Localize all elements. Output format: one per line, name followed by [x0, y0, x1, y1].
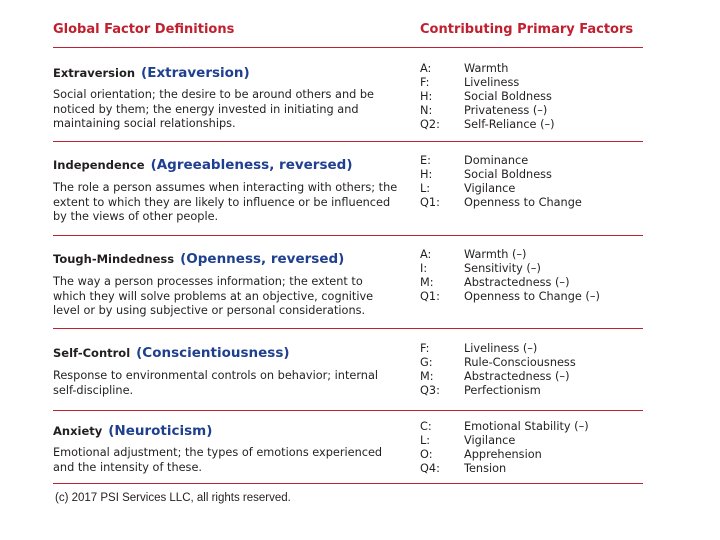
factor-label: Tension [464, 462, 507, 475]
factor-code: G: [420, 356, 433, 369]
factor-label: Emotional Stability (–) [464, 420, 589, 433]
factor-code: F: [420, 342, 430, 355]
factor-label: Social Boldness [464, 90, 552, 103]
factor-description: The way a person processes information; the extent to which they will solve problems at an objective, cognitive level or by using subjective or personal considerations. [53, 275, 374, 317]
factor-code: C: [420, 420, 432, 433]
factor-code: Q4: [420, 462, 440, 475]
factor-title [53, 420, 212, 439]
factor-name: Self-Control [53, 346, 131, 360]
factor-code: L: [420, 434, 431, 447]
factor-label: Privateness (–) [464, 104, 548, 117]
factor-code: O: [420, 448, 433, 461]
factor-label: Perfectionism [464, 384, 541, 397]
factor-code: I: [420, 262, 428, 275]
factor-label: Self-Reliance (–) [464, 118, 555, 131]
header-divider [53, 47, 643, 48]
factor-name: Independence [53, 158, 145, 172]
factor-description: Social orientation; the desire to be around others and be noticed by them; the energy invested in initiating and maintaining social relationships. [53, 88, 374, 130]
factor-alias: (Extraversion) [141, 65, 250, 81]
factor-name: Tough-Mindedness [53, 252, 175, 266]
factor-label: Dominance [464, 154, 529, 167]
factor-label: Liveliness (–) [464, 342, 538, 355]
copyright-notice: (c) 2017 PSI Services LLC, all rights reserved. [55, 492, 291, 504]
factor-code: M: [420, 370, 434, 383]
row-divider [53, 328, 643, 329]
factor-code: Q1: [420, 196, 440, 209]
factor-label: Warmth [464, 62, 509, 75]
factor-code: A: [420, 248, 432, 261]
factor-alias: (Neuroticism) [108, 423, 213, 439]
factor-title [53, 154, 353, 173]
factor-label: Vigilance [464, 434, 516, 447]
factor-alias: (Openness, reversed) [180, 251, 345, 267]
factor-label: Warmth (–) [464, 248, 527, 261]
factor-label: Openness to Change (–) [464, 290, 600, 303]
factor-title [53, 248, 344, 267]
factor-title [53, 62, 250, 81]
factor-description: The role a person assumes when interacting with others; the extent to which they are likely to influence or be influenced by the views of other people. [53, 181, 398, 223]
factor-alias: (Agreeableness, reversed) [150, 157, 353, 173]
factor-description: Response to environmental controls on behavior; internal self-discipline. [53, 369, 379, 397]
factor-description: Emotional adjustment; the types of emotions experienced and the intensity of these. [53, 446, 383, 474]
factor-label: Vigilance [464, 182, 516, 195]
factor-label: Liveliness [464, 76, 520, 89]
factor-label: Rule-Consciousness [464, 356, 576, 369]
factor-name: Anxiety [53, 424, 103, 438]
factor-code: Q1: [420, 290, 440, 303]
factor-label: Abstractedness (–) [464, 276, 570, 289]
factor-code: H: [420, 168, 433, 181]
factor-code: N: [420, 104, 433, 117]
factor-code: E: [420, 154, 431, 167]
row-divider [53, 483, 643, 484]
contributing-primary-factors-header: Contributing Primary Factors [420, 22, 634, 37]
factor-label: Openness to Change [464, 196, 582, 209]
factor-code: F: [420, 76, 430, 89]
factor-code: L: [420, 182, 431, 195]
factor-code: H: [420, 90, 433, 103]
row-divider [53, 141, 643, 142]
factor-code: M: [420, 276, 434, 289]
factor-name: Extraversion [53, 66, 136, 80]
factor-title [53, 342, 290, 361]
factor-code: A: [420, 62, 432, 75]
row-divider [53, 410, 643, 411]
factor-code: Q3: [420, 384, 440, 397]
factor-label: Apprehension [464, 448, 542, 461]
factor-label: Social Boldness [464, 168, 552, 181]
factor-label: Sensitivity (–) [464, 262, 541, 275]
factor-label: Abstractedness (–) [464, 370, 570, 383]
global-factor-definitions-header: Global Factor Definitions [53, 22, 235, 37]
row-divider [53, 235, 643, 236]
factor-alias: (Conscientiousness) [136, 345, 290, 361]
factor-code: Q2: [420, 118, 440, 131]
